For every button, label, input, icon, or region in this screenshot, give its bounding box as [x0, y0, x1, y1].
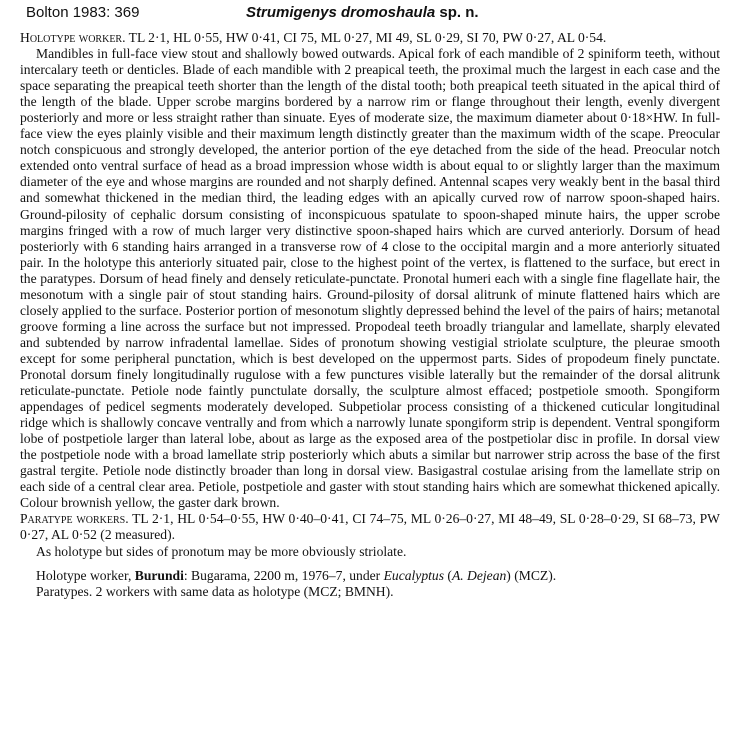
holotype-description: Mandibles in full-face view stout and shallowly bowed outwards. Apical fork of each mandible of 2 spiniform teeth, without intercalary teeth or denticles. Blade of each mandible with 2 preapical teeth, the proximal much the largest in each case and the space separating the preapical teeth shorter than the length of the distal tooth; both preapical teeth situated in the apical third of the length of the blade. Upper scrobe margins bordered by a narrow rim or flange throughout their length, evenly divergent posteriorly and more or less straight rather than sinuate. Eyes of moderate size, the maximum diameter about 0·18×HW. In full-face view the eyes plainly visible and their maximum length distinctly greater than the maximum width of the scape. Preocular notch conspicuous and strongly developed, the anterior portion of the eye detached from the side of the head. Preocular notch extended onto ventral surface of head as a broad impression whose width is about equal to or slightly larger than the maximum diameter of the eye and whose margins are rounded and not sharply defined. Antennal scapes very weakly bent in the basal third and somewhat thickened in the median third, the leading edges with an apically curved row of narrow spoon-shaped hairs. Ground-pilosity of cephalic dorsum consisting of inconspicuous spatulate to spoon-shaped minute hairs, the upper scrobe margins fringed with a row of much larger very distinctive spoon-shaped hairs which are curved anteriorly. Dorsum of head posteriorly with 6 standing hairs arranged in a transverse row of 4 close to the occipital margin and a more anteriorly situated pair. In the holotype this anteriorly situated pair, close to the highest point of the vertex, is flattened to the surface, but erect in the paratypes. Dorsum of head finely and densely reticulate-punctate. Pronotal humeri each with a single fine flagellate hair, the mesonotum with a single pair of stout standing hairs. Ground-pilosity of dorsal alitrunk of minute flattened hairs which are closely applied to the surface. Posterior portion of mesonotum slightly depressed behind the level of the pairs of hairs; metanotal groove forming a line across the surface but not impressed. Propodeal teeth broadly triangular and lamellate, sharply elevated and subtended by narrow infradental lamellae. Sides of pronotum showing vestigial striolate sculpture, the pleurae smooth except for some peripheral punctation, which is best developed on the uppermost parts. Sides of propodeum finely punctate. Pronotal dorsum finely longitudinally rugulose with a few punctures visible laterally but the remainder of the dorsal alitrunk reticulate-punctate. Petiole node faintly punctulate dorsally, the sculpture almost effaced; postpetiole smooth. Spongiform appendages of pedicel segments moderately developed. Subpetiolar process consisting of a thickened cuticular longitudinal ridge which is shallowly concave ventrally and from which a narrowly lunate spongiform strip is dependent. Ventral spongiform lobe of postpetiole larger than lateral lobe, about as large as the exposed area of the postpetiolar disc in profile. In dorsal view the postpetiole node with a broad lamellate strip posteriorly which abuts a similar but narrower strip across the base of the first gastral tergite. Petiole node distinctly broader than long in dorsal view. Basigastral costulae arising from the lamellate strip on each side of a central clear area. Petiole, postpetiole and gaster with stout standing hairs which are somewhat thickened apically. Colour brownish yellow, the gaster dark brown.: [20, 46, 720, 511]
page-header: [26, 4, 716, 26]
holotype-material: [20, 568, 720, 584]
species-title: [246, 4, 479, 21]
material-country: Burundi: [134, 567, 184, 583]
material-collector-close: ) (MCZ).: [506, 567, 557, 583]
paratype-material: Paratypes. 2 workers with same data as holotype (MCZ; BMNH).: [36, 583, 394, 599]
holotype-measurement-values: TL 2·1, HL 0·55, HW 0·41, CI 75, ML 0·27, MI 49, SL 0·29, SI 70, PW 0·27, AL 0·54.: [125, 30, 607, 45]
holotype-label: Holotype worker.: [20, 30, 126, 45]
citation-source: Bolton 1983: 369: [26, 4, 140, 21]
paratype-measurements: [20, 511, 720, 543]
material-locality: : Bugarama, 2200 m, 1976–7, under: [183, 567, 384, 583]
paratype-note: As holotype but sides of pronotum may be more obviously striolate.: [36, 543, 407, 559]
material-host: Eucalyptus: [383, 567, 444, 583]
paratype-measurement-values: TL 2·1, HL 0·54–0·55, HW 0·40–0·41, CI 74–75, ML 0·26–0·27, MI 48–49, SL 0·28–0·29, SI 68–73, PW 0·27, AL 0·52 (2 measured).: [20, 511, 720, 543]
section-gap: [20, 560, 720, 568]
species-status: sp. n.: [435, 4, 479, 21]
description-body: [20, 30, 720, 600]
material-collector-open: (: [444, 567, 452, 583]
species-name: Strumigenys dromoshaula: [246, 4, 436, 21]
holotype-measurements: [20, 30, 720, 46]
paratype-label: Paratype workers.: [20, 511, 129, 527]
material-collector: A. Dejean: [451, 567, 507, 583]
material-holotype-prefix: Holotype worker,: [36, 567, 135, 583]
